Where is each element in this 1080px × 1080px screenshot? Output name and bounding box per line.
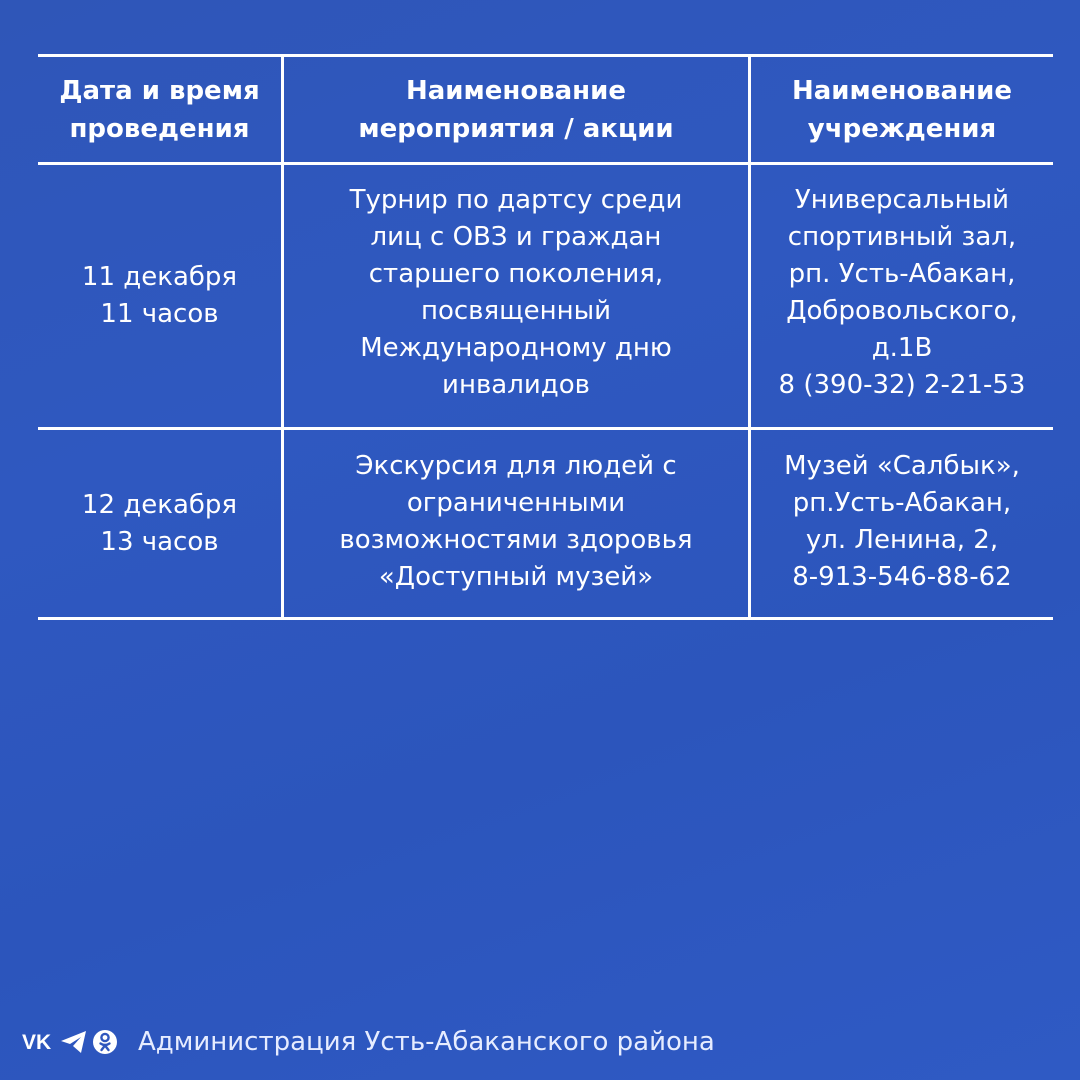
row2-venue: Музей «Салбык», рп.Усть-Абакан, ул. Ленина, 2, 8-913-546-88-62 bbox=[784, 451, 1020, 592]
row1-venue: Универсальный спортивный зал, рп. Усть-Абакан, Добровольского, д.1В 8 (390-32) 2-21-53 bbox=[778, 185, 1026, 400]
header-date: Дата и время проведения bbox=[59, 75, 260, 144]
svg-text:VK: VK bbox=[22, 1031, 52, 1053]
social-icons bbox=[22, 1028, 118, 1056]
footer bbox=[22, 1022, 715, 1062]
vk-icon[interactable] bbox=[22, 1031, 56, 1053]
header-event: Наименование мероприятия / акции bbox=[358, 75, 674, 144]
telegram-icon[interactable] bbox=[59, 1029, 89, 1055]
row1-event: Турнир по дартсу среди лиц с ОВЗ и граждан старшего поколения, посвященный Международному дню инвалидов bbox=[349, 185, 683, 400]
odnoklassniki-icon[interactable] bbox=[92, 1028, 118, 1056]
row2-date: 12 декабря 13 часов bbox=[81, 489, 238, 557]
row2-event: Экскурсия для людей с ограниченными возможностями здоровья «Доступный музей» bbox=[339, 451, 693, 592]
header-venue: Наименование учреждения bbox=[791, 75, 1013, 144]
table-border-bottom bbox=[38, 617, 1053, 620]
row1-date: 11 декабря 11 часов bbox=[81, 262, 238, 329]
footer-organization: Администрация Усть-Абаканского района bbox=[138, 1027, 715, 1057]
